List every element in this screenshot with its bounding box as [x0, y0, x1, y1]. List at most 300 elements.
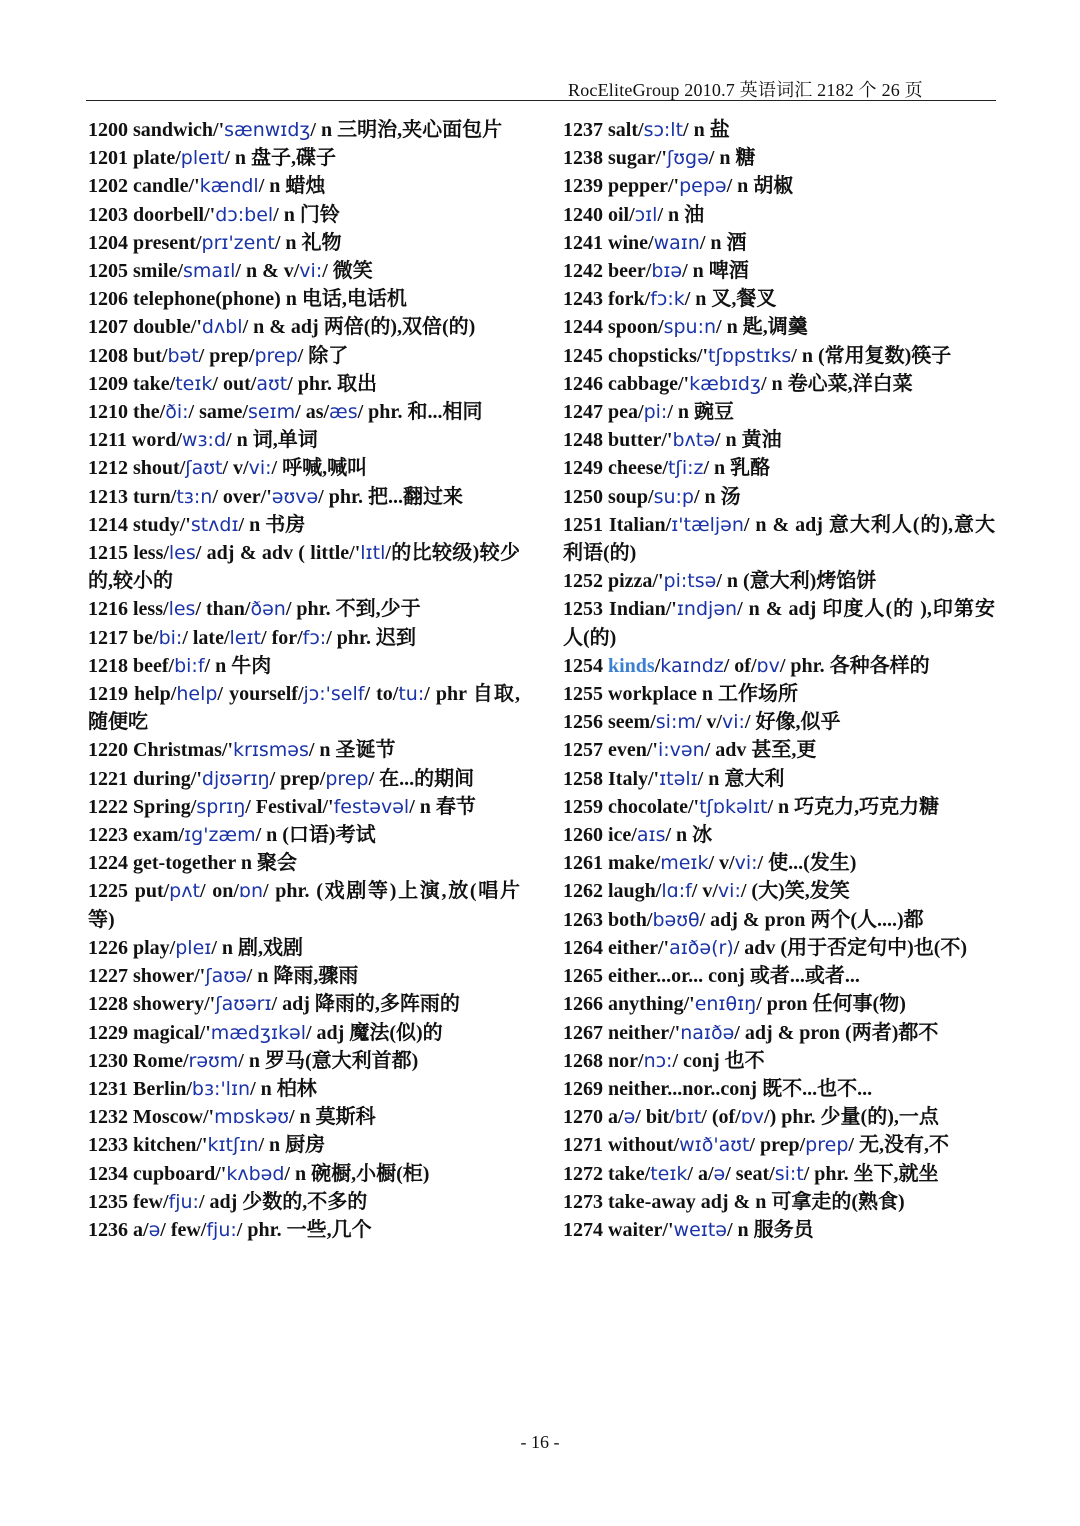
vocab-entry — [88, 736, 520, 764]
phonetic: bi: — [158, 626, 183, 649]
entry-text: / phr. 坐下,就坐 — [803, 1162, 939, 1185]
entry-text: / n 圣诞节 — [308, 739, 396, 762]
entry-text: 1227 shower/' — [88, 965, 206, 988]
entry-text: / 在...的期间 — [368, 767, 475, 790]
phonetic: tʃi:z — [667, 457, 704, 480]
phonetic: tʃɒkəlɪt — [699, 795, 768, 818]
vocab-entry — [88, 1019, 520, 1047]
vocab-entry — [88, 1131, 520, 1159]
entry-text: / n & v/ — [235, 260, 300, 283]
phonetic: ɪtəlɪ — [659, 767, 698, 790]
entry-text: / for/ — [261, 626, 303, 649]
entry-text: / n 豌豆 — [667, 401, 734, 424]
header-divider — [86, 100, 996, 101]
phonetic: wɜ:d — [181, 429, 227, 452]
phonetic: ɪ'tæljən — [671, 513, 744, 536]
entry-text: 1228 showery/' — [88, 993, 216, 1016]
phonetic: mɒskəʊ — [214, 1106, 289, 1129]
entry-text: / n 碗橱,小橱(柜) — [284, 1162, 430, 1185]
entry-text: 1206 telephone(phone) n 电话,电话机 — [88, 288, 407, 311]
vocab-entry — [563, 313, 995, 341]
vocab-entry — [563, 1188, 995, 1216]
phonetic: fɔ:k — [650, 288, 685, 311]
phonetic: meɪk — [660, 852, 709, 875]
entry-text: 1245 chopsticks/' — [563, 344, 709, 367]
right-column — [563, 116, 995, 1244]
entry-text: / n 礼物 — [274, 231, 342, 254]
phonetic: help — [176, 683, 218, 706]
entry-text: / n 黄油 — [714, 429, 782, 452]
phonetic: djʊərɪŋ — [201, 767, 270, 790]
entry-text: / n 匙,调羹 — [716, 316, 808, 339]
entry-text: 1237 salt/ — [563, 119, 644, 141]
entry-text: 1204 present/ — [88, 231, 202, 254]
entry-text: 1252 pizza/' — [563, 570, 664, 593]
entry-text: / pron 任何事(物) — [756, 993, 906, 1016]
phonetic: i:vən — [658, 739, 705, 762]
phonetic: dʌbl — [201, 316, 243, 339]
entry-text: 1250 soup/ — [563, 485, 654, 508]
phonetic: ði: — [165, 401, 189, 424]
entry-text: / out/ — [212, 372, 257, 395]
entry-text: / (of/ — [701, 1106, 741, 1129]
phonetic: tɜ:n — [176, 485, 213, 508]
entry-text: / v/ — [222, 457, 249, 480]
phonetic: ʃaʊə — [205, 965, 247, 988]
phonetic: bəʊθ — [652, 908, 700, 931]
entry-text: / v/ — [708, 852, 735, 875]
entry-text: 1261 make/ — [563, 852, 661, 875]
entry-text: / adj & pron (两者)都不 — [734, 1021, 939, 1044]
phonetic: su:p — [653, 485, 694, 508]
vocab-entry — [563, 652, 995, 680]
entry-text: 1272 take/ — [563, 1162, 651, 1185]
entry-text: 1213 turn/ — [88, 485, 177, 508]
entry-text: 1253 Indian/' — [563, 598, 677, 621]
phonetic: si:m — [655, 711, 696, 734]
phonetic: kʌbəd — [226, 1162, 285, 1185]
entry-text: 1243 fork/ — [563, 288, 651, 311]
entry-text: 1222 Spring/ — [88, 795, 197, 818]
vocab-entry — [563, 1047, 995, 1075]
vocab-entry — [563, 201, 995, 229]
phonetic: bət — [167, 344, 199, 367]
entry-text: / 使...(发生) — [757, 852, 857, 875]
phonetic: lɑ:f — [661, 880, 692, 903]
vocab-entry — [563, 793, 995, 821]
entry-text: 1221 during/' — [88, 767, 202, 790]
entry-text: / n 卷心菜,洋白菜 — [760, 372, 913, 395]
phonetic: ɒv — [740, 1106, 765, 1129]
vocab-entry — [563, 116, 995, 144]
entry-text: / — [654, 654, 661, 677]
phonetic: ʃʊgə — [666, 147, 709, 170]
entry-text: 1266 anything/' — [563, 993, 695, 1016]
phonetic: waɪn — [653, 231, 700, 254]
entry-text: / adj & pron 两个(人....)都 — [699, 908, 924, 931]
entry-text: / a/ — [687, 1162, 714, 1185]
entry-text: 1269 neither...nor..conj 既不...也不... — [563, 1077, 873, 1100]
entry-text: / n 门铃 — [273, 203, 340, 226]
entry-text: / n & adj 意大利人(的),意大利语(的) — [563, 513, 995, 565]
vocab-entry — [88, 313, 520, 341]
vocab-entry — [88, 539, 520, 595]
entry-text: / phr. 各种各样的 — [779, 654, 930, 677]
entry-text: 1200 sandwich/' — [88, 119, 225, 141]
page-number: - 16 - — [520, 1432, 560, 1452]
phonetic: bɪə — [651, 260, 683, 283]
phonetic: si:t — [774, 1162, 804, 1185]
phonetic: kændl — [199, 175, 259, 198]
entry-text: 1211 word/ — [88, 429, 182, 452]
phonetic: smaɪl — [183, 260, 236, 283]
phonetic: prep — [254, 344, 298, 367]
vocab-entry — [88, 454, 520, 482]
entry-text: 1233 kitchen/' — [88, 1134, 208, 1157]
entry-text: 1246 cabbage/' — [563, 372, 690, 395]
entry-text: 1248 butter/' — [563, 429, 673, 452]
entry-text: / adj 降雨的,多阵雨的 — [271, 993, 460, 1016]
phonetic: tʃɒpstɪks — [708, 344, 792, 367]
vocab-entry — [88, 511, 520, 539]
entry-text: 1220 Christmas/' — [88, 739, 233, 762]
phonetic: rəʊm — [188, 1049, 239, 1072]
entry-text: / n 酒 — [699, 231, 747, 254]
vocab-entry — [563, 1103, 995, 1131]
entry-text: 1223 exam/ — [88, 824, 185, 847]
phonetic: krɪsməs — [233, 739, 309, 762]
entry-text: / n 书房 — [238, 513, 306, 536]
vocab-entry — [88, 793, 520, 821]
vocab-entry — [88, 1216, 520, 1244]
entry-text: 1242 beer/ — [563, 260, 652, 283]
entry-text: 1201 plate/ — [88, 147, 181, 170]
phonetic: jɔ:'self — [303, 683, 365, 706]
vocab-entry — [563, 454, 995, 482]
phonetic: pleɪ — [175, 936, 212, 959]
phonetic: aɪs — [636, 824, 666, 847]
phonetic: sprɪŋ — [196, 795, 246, 818]
entry-text: / seat/ — [725, 1162, 775, 1185]
vocab-entry — [563, 680, 995, 708]
entry-text: / n & adj 两倍(的),双倍(的) — [242, 316, 476, 339]
phonetic: pi: — [643, 401, 668, 424]
vocab-entry — [563, 1075, 995, 1103]
vocab-entry — [88, 116, 520, 144]
phonetic: ɔɪl — [634, 203, 658, 226]
vocab-entry — [88, 342, 520, 370]
vocab-entry — [88, 172, 520, 200]
entry-text: / v/ — [691, 880, 718, 903]
entry-text: 1244 spoon/ — [563, 316, 664, 339]
phonetic: sænwɪdʒ — [224, 119, 311, 141]
phonetic: fɔ: — [302, 626, 327, 649]
entry-text: / n 汤 — [694, 485, 741, 508]
phonetic: seɪm — [247, 401, 296, 424]
entry-text: 1229 magical/' — [88, 1021, 211, 1044]
entry-text: 1202 candle/' — [88, 175, 200, 198]
entry-text: / v/ — [695, 711, 722, 734]
entry-text: 1205 smile/ — [88, 260, 183, 283]
vocab-entry — [563, 229, 995, 257]
phonetic: festəvəl — [333, 795, 410, 818]
vocab-entry — [88, 1160, 520, 1188]
entry-text: 1264 either/' — [563, 936, 670, 959]
vocab-entry — [563, 595, 995, 651]
phonetic: lɪtl — [360, 542, 386, 565]
entry-text: / 呼喊,喊叫 — [271, 457, 368, 480]
entry-text: / adj & adv ( little/' — [195, 542, 361, 565]
entry-text: 1218 beef/ — [88, 654, 175, 677]
entry-text: / n 词,单词 — [226, 429, 318, 452]
phonetic: ə — [148, 1218, 161, 1241]
phonetic: vi: — [721, 711, 745, 734]
entry-text: 1214 study/' — [88, 513, 191, 536]
entry-text: / n 蜡烛 — [258, 175, 326, 198]
entry-text: / adj 少数的,不多的 — [198, 1190, 368, 1213]
phonetic: leɪt — [229, 626, 262, 649]
entry-text: / as/ — [295, 401, 330, 424]
entry-text: / n & adj 印度人(的 ),印第安人(的) — [563, 598, 995, 649]
entry-text: 1240 oil/ — [563, 203, 635, 226]
phonetic: nɔ: — [643, 1049, 673, 1072]
entry-text: 1207 double/' — [88, 316, 202, 339]
entry-text: 1254 — [563, 654, 608, 677]
entry-text: / adv 甚至,更 — [704, 739, 817, 762]
entry-text: / same/ — [188, 401, 248, 424]
phonetic: bi:f — [174, 654, 205, 677]
vocab-entry — [563, 398, 995, 426]
phonetic: sɔ:lt — [643, 119, 684, 141]
phonetic: prep — [805, 1134, 849, 1157]
phonetic: ɒv — [756, 654, 780, 677]
entry-text: 1208 but/ — [88, 344, 168, 367]
vocab-entry — [88, 849, 520, 877]
vocab-entry — [563, 708, 995, 736]
entry-text: 1209 take/ — [88, 372, 176, 395]
vocab-entry — [563, 567, 995, 595]
phonetic: prep — [325, 767, 369, 790]
entry-text: / phr. 取出 — [287, 372, 378, 395]
phonetic: pʌt — [169, 880, 200, 903]
entry-text: 1232 Moscow/' — [88, 1106, 215, 1129]
entry-text: / on/ — [199, 880, 239, 903]
entry-text: / adv (用于否定句中)也(不) — [733, 936, 968, 959]
entry-text: / of/ — [723, 654, 757, 677]
entry-text: 1241 wine/ — [563, 231, 654, 254]
vocab-entry — [88, 1188, 520, 1216]
vocab-entry — [88, 821, 520, 849]
entry-text: / n 剧,戏剧 — [211, 936, 304, 959]
entry-text: 1257 even/' — [563, 739, 658, 762]
phonetic: kæbɪdʒ — [689, 372, 761, 395]
vocab-entry — [88, 285, 520, 313]
entry-text: / phr. 一些,几个 — [236, 1218, 372, 1241]
entry-text: / 无,没有,不 — [848, 1134, 949, 1157]
phonetic: vi: — [248, 457, 272, 480]
phonetic: ʃaʊt — [185, 457, 223, 480]
entry-text: / phr 自取,随便吃 — [88, 683, 520, 734]
entry-text: / n 服务员 — [726, 1218, 814, 1241]
vocab-entry — [88, 962, 520, 990]
entry-text: / 除了 — [297, 344, 349, 367]
vocab-entry — [563, 285, 995, 313]
entry-text: 1263 both/ — [563, 908, 653, 931]
entry-text: / prep/ — [269, 767, 326, 790]
vocab-entry — [563, 934, 995, 962]
vocab-entry — [88, 990, 520, 1018]
vocab-entry — [563, 342, 995, 370]
entry-text: / n 春节 — [409, 795, 476, 818]
entry-text: 1219 help/ — [88, 683, 177, 706]
entry-text: / n 莫斯科 — [289, 1106, 376, 1129]
vocab-entry — [88, 144, 520, 172]
phonetic: ɪg'zæm — [184, 824, 256, 847]
entry-text: 1260 ice/ — [563, 824, 637, 847]
entry-text: / phr. (戏剧等)上演,放(唱片等) — [88, 880, 520, 931]
entry-text: / prep/ — [198, 344, 255, 367]
phonetic: kaɪndz — [660, 654, 724, 677]
vocab-entry — [88, 877, 520, 933]
entry-text: / phr. 把...翻过来 — [318, 485, 463, 508]
entry-text: / conj 也不 — [672, 1049, 765, 1072]
entry-text: / late/ — [182, 626, 230, 649]
phonetic: ʃaʊərɪ — [215, 993, 272, 1016]
entry-text: 1212 shout/ — [88, 457, 186, 480]
vocab-entry — [563, 765, 995, 793]
vocab-entry — [563, 1160, 995, 1188]
entry-text: 1203 doorbell/' — [88, 203, 216, 226]
entry-text: / n 罗马(意大利首都) — [238, 1049, 419, 1072]
entry-text: /) phr. 少量(的),一点 — [764, 1106, 939, 1129]
vocab-entry — [88, 595, 520, 623]
vocab-entry — [563, 511, 995, 567]
highlighted-word: kinds — [608, 654, 655, 677]
vocab-entry — [563, 144, 995, 172]
vocab-entry — [563, 849, 995, 877]
phonetic: pi:tsə — [663, 570, 717, 593]
phonetic: les — [168, 542, 196, 565]
entry-text: / n 油 — [657, 203, 705, 226]
entry-text: 1273 take-away adj & n 可拿走的(熟食) — [563, 1190, 905, 1213]
vocab-entry — [563, 172, 995, 200]
phonetic: ə — [623, 1106, 636, 1129]
entry-text: 1270 a/ — [563, 1106, 624, 1129]
vocab-entry — [563, 1216, 995, 1244]
phonetic: vi: — [717, 880, 741, 903]
phonetic: aʊt — [256, 372, 288, 395]
phonetic: spu:n — [663, 316, 717, 339]
entry-text: / n 糖 — [708, 147, 756, 170]
phonetic: enɪθɪŋ — [694, 993, 757, 1016]
entry-text: / n 三明治,夹心面包片 — [310, 119, 503, 141]
entry-text: / n 盐 — [683, 119, 730, 141]
phonetic: prɪ'zent — [201, 231, 275, 254]
phonetic: kɪtʃɪn — [207, 1134, 259, 1157]
vocab-entry — [563, 1019, 995, 1047]
vocab-entry — [88, 370, 520, 398]
phonetic: tu: — [398, 683, 425, 706]
entry-text: 1225 put/ — [88, 880, 170, 903]
entry-text: / bit/ — [635, 1106, 675, 1129]
page-header: RocEliteGroup 2010.7 英语词汇 2182 个 26 页 — [568, 80, 923, 100]
phonetic: weɪtə — [673, 1218, 727, 1241]
entry-text: / n 胡椒 — [726, 175, 794, 198]
vocab-entry — [88, 934, 520, 962]
entry-text: 1239 pepper/' — [563, 175, 680, 198]
phonetic: wɪð'aʊt — [679, 1134, 750, 1157]
vocab-entry — [88, 426, 520, 454]
entry-text: /的比较级)较少的,较小的 — [88, 542, 520, 593]
entry-text: 1247 pea/ — [563, 401, 644, 424]
entry-text: / n 叉,餐叉 — [684, 288, 777, 311]
phonetic: ɪndjən — [676, 598, 738, 621]
vocab-entry — [88, 257, 520, 285]
entry-text: / n 啤酒 — [682, 260, 749, 283]
vocab-entry — [88, 765, 520, 793]
vocab-entry — [88, 1047, 520, 1075]
vocab-entry — [563, 906, 995, 934]
entry-text: / n 降雨,骤雨 — [246, 965, 359, 988]
vocab-entry — [88, 680, 520, 736]
entry-text: / (大)笑,发笑 — [740, 880, 850, 903]
vocab-entry — [88, 229, 520, 257]
entry-text: / n 冰 — [665, 824, 713, 847]
vocab-entry — [563, 1131, 995, 1159]
phonetic: pepə — [679, 175, 727, 198]
phonetic: fju: — [168, 1190, 199, 1213]
entry-text: 1235 few/ — [88, 1190, 169, 1213]
entry-text: 1258 Italy/' — [563, 767, 660, 790]
phonetic: stʌdɪ — [190, 513, 239, 536]
entry-text: 1230 Rome/ — [88, 1049, 189, 1072]
phonetic: bʌtə — [672, 429, 715, 452]
entry-text: / adj 魔法(似)的 — [306, 1021, 443, 1044]
vocab-entry — [563, 962, 995, 990]
entry-text: 1216 less/ — [88, 598, 169, 621]
entry-text: 1274 waiter/' — [563, 1218, 674, 1241]
entry-text: / n 牛肉 — [204, 654, 272, 677]
entry-text: 1215 less/ — [88, 542, 169, 565]
vocab-entry — [88, 398, 520, 426]
entry-text: / n 巧克力,巧克力糖 — [767, 795, 940, 818]
entry-text: / n 意大利 — [697, 767, 785, 790]
vocab-entry — [88, 1103, 520, 1131]
entry-text: 1256 seem/ — [563, 711, 656, 734]
entry-text: / n (意大利)烤馅饼 — [716, 570, 877, 593]
phonetic: mædʒɪkəl — [210, 1021, 306, 1044]
entry-text: 1226 play/ — [88, 936, 176, 959]
entry-text: / over/' — [212, 485, 272, 508]
entry-text: / to/ — [364, 683, 399, 706]
phonetic: vi: — [734, 852, 758, 875]
phonetic: ðən — [250, 598, 286, 621]
entry-text: / n 乳酪 — [703, 457, 771, 480]
entry-text: 1224 get-together n 聚会 — [88, 852, 298, 875]
vocab-entry — [563, 483, 995, 511]
vocab-entry — [563, 877, 995, 905]
phonetic: teɪk — [650, 1162, 688, 1185]
entry-text: 1231 Berlin/ — [88, 1077, 192, 1100]
phonetic: bɜ:'lɪn — [191, 1077, 251, 1100]
entry-text: 1217 be/ — [88, 626, 159, 649]
entry-text: / n 柏林 — [250, 1077, 317, 1100]
entry-text: / prep/ — [749, 1134, 806, 1157]
entry-text: / n (常用复数)筷子 — [791, 344, 952, 367]
entry-text: / n 厨房 — [258, 1134, 326, 1157]
vocab-entry — [563, 736, 995, 764]
vocab-entry — [563, 426, 995, 454]
